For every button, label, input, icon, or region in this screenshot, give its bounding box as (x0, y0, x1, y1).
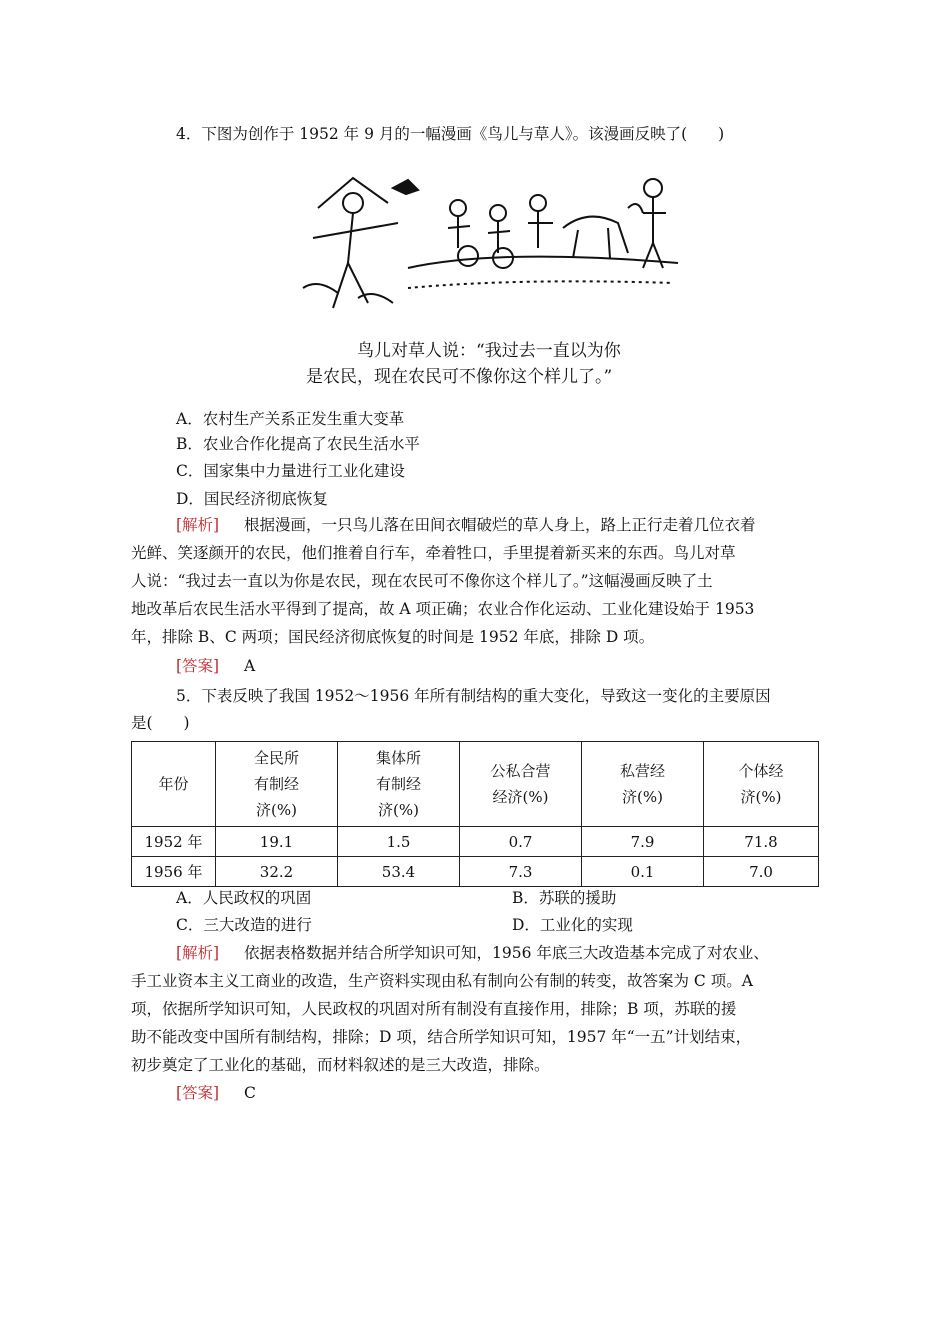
table-header-cell (338, 742, 460, 827)
q5-option-a: A．人民政权的巩固 (176, 889, 312, 907)
q4-analysis-line: 年，排除 B、C 两项；国民经济彻底恢复的时间是 1952 年底，排除 D 项。 (131, 628, 655, 646)
table-header-cell (582, 742, 704, 827)
q4-option-c: C．国家集中力量进行工业化建设 (176, 462, 405, 480)
cartoon-caption-line2: 是农民，现在农民可不像你这个样儿了。” (306, 367, 613, 387)
cartoon-image (298, 168, 678, 318)
q4-analysis-tag: [解析] (176, 516, 220, 534)
table-header-cell (132, 742, 216, 827)
table-cell: 7.9 (582, 827, 704, 857)
header-text: 济(%) (256, 801, 297, 819)
table-cell: 32.2 (216, 857, 338, 887)
table-cell: 53.4 (338, 857, 460, 887)
q4-analysis-line: 光鲜、笑逐颜开的农民，他们推着自行车，牵着牲口，手里提着新买来的东西。鸟儿对草 (131, 544, 736, 562)
q4-analysis-line: 地改革后农民生活水平得到了提高，故 A 项正确；农业合作化运动、工业化建设始于 1953 (131, 600, 755, 618)
q4-option-d: D．国民经济彻底恢复 (176, 490, 328, 508)
header-text: 年份 (158, 775, 189, 793)
ownership-table (131, 741, 819, 887)
q5-option-d: D．工业化的实现 (512, 916, 633, 934)
q5-analysis-line: 项，依据所学知识可知，人民政权的巩固对所有制没有直接作用，排除；B 项，苏联的援 (131, 1000, 737, 1018)
header-text: 济(%) (622, 788, 663, 806)
q4-answer: A (244, 657, 256, 675)
table-header-cell (216, 742, 338, 827)
header-text: 私营经 (619, 762, 665, 780)
table-cell: 0.7 (460, 827, 582, 857)
q5-answer: C (244, 1084, 256, 1102)
q5-analysis-line: 助不能改变中国所有制结构，排除；D 项，结合所学知识可知，1957 年“一五”计划结束， (131, 1028, 752, 1046)
q4-analysis-line: 人说：“我过去一直以为你是农民，现在农民可不像你这个样儿了。”这幅漫画反映了土 (131, 572, 713, 590)
q4-option-a: A．农村生产关系正发生重大变革 (176, 410, 405, 428)
header-text: 全民所 (253, 749, 299, 767)
q5-analysis-line: 初步奠定了工业化的基础，而材料叙述的是三大改造，排除。 (131, 1056, 550, 1074)
q5-stem-line1: 5．下表反映了我国 1952～1956 年所有制结构的重大变化，导致这一变化的主要原因 (176, 687, 771, 705)
header-text: 经济(%) (492, 788, 549, 806)
table-row (132, 827, 819, 857)
q5-answer-tag: [答案] (176, 1084, 220, 1102)
header-text: 公私合营 (490, 762, 551, 780)
header-text: 有制经 (375, 775, 421, 793)
q5-option-b: B．苏联的援助 (512, 889, 617, 907)
q4-analysis-line: 根据漫画，一只鸟儿落在田间衣帽破烂的草人身上，路上正行走着几位衣着 (244, 516, 756, 534)
q5-option-c: C．三大改造的进行 (176, 916, 312, 934)
header-text: 济(%) (378, 801, 419, 819)
table-cell: 19.1 (216, 827, 338, 857)
header-text: 有制经 (253, 775, 299, 793)
header-text: 济(%) (740, 788, 782, 806)
q4-answer-tag: [答案] (176, 657, 220, 675)
table-header-cell (704, 742, 819, 827)
q5-analysis-line: 手工业资本主义工商业的改造，生产资料实现由私有制向公有制的转变，故答案为 C 项。A (131, 972, 753, 990)
table-cell: 1952 年 (132, 827, 216, 857)
table-header-row (132, 742, 819, 827)
table-cell: 1956 年 (132, 857, 216, 887)
q5-analysis-tag: [解析] (176, 944, 220, 962)
table-cell: 7.0 (704, 857, 819, 887)
cartoon-caption-line1: 鸟儿对草人说：“我过去一直以为你 (357, 341, 621, 361)
q4-option-b: B．农业合作化提高了农民生活水平 (176, 435, 420, 453)
table-cell: 1.5 (338, 827, 460, 857)
table-cell: 71.8 (704, 827, 819, 857)
q4-stem: 4．下图为创作于 1952 年 9 月的一幅漫画《鸟儿与草人》。该漫画反映了( ) (176, 125, 725, 143)
q5-stem-line2: 是( ) (131, 714, 190, 732)
table-cell: 0.1 (582, 857, 704, 887)
header-text: 个体经 (738, 762, 784, 780)
table-row (132, 857, 819, 887)
header-text: 集体所 (375, 749, 421, 767)
q5-analysis-line: 依据表格数据并结合所学知识可知，1956 年底三大改造基本完成了对农业、 (244, 944, 769, 962)
table-header-cell (460, 742, 582, 827)
table-cell: 7.3 (460, 857, 582, 887)
